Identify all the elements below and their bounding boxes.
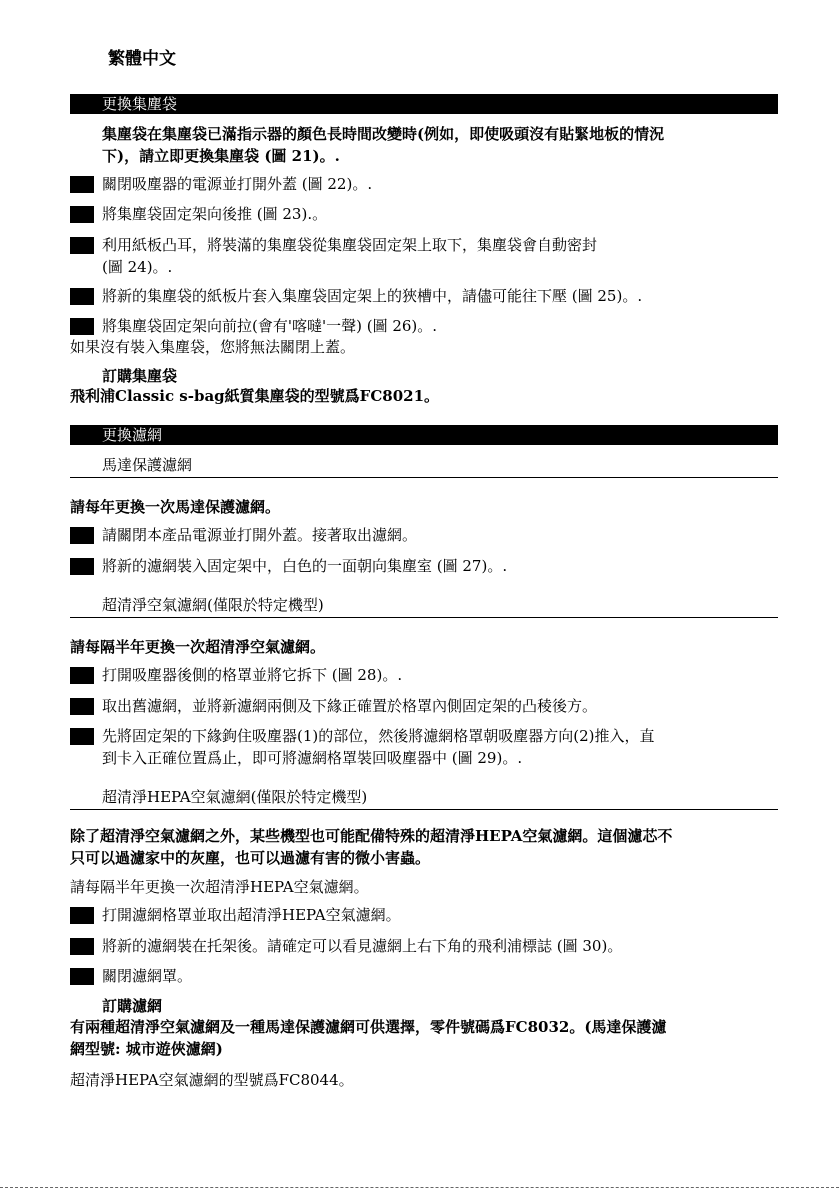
step-text: 請關閉本產品電源並打開外蓋。接著取出濾網。 — [102, 526, 418, 544]
step-text: 到卡入正確位置爲止，即可將濾網格罩裝回吸塵器中 (圖 29)。. — [102, 749, 523, 767]
section-title: 更換濾網 — [102, 426, 163, 444]
step-marker — [70, 728, 94, 745]
hepa-model-text: 超清淨HEPA空氣濾網的型號爲FC8044。 — [70, 1071, 354, 1089]
step-text: 先將固定架的下緣鉤住吸塵器(1)的部位，然後將濾網格罩朝吸塵器方向(2)推入，直 — [102, 727, 655, 745]
divider — [70, 809, 778, 810]
order-title: 訂購集塵袋 — [102, 367, 178, 385]
step-text: 將新的集塵袋的紙板片套入集塵袋固定架上的狹槽中，請儘可能往下壓 (圖 25)。. — [102, 287, 643, 305]
intro-text: 除了超清淨空氣濾網之外，某些機型也可能配備特殊的超清淨HEPA空氣濾網。這個濾芯不 — [70, 827, 673, 845]
subsection-title: 超清淨HEPA空氣濾網(僅限於特定機型) — [102, 788, 368, 806]
step-text: 利用紙板凸耳，將裝滿的集塵袋從集塵袋固定架上取下，集塵袋會自動密封 — [102, 236, 598, 254]
step-text: 將集塵袋固定架向後推 (圖 23).。 — [102, 205, 328, 223]
step-marker — [70, 237, 94, 254]
order-title: 訂購濾網 — [102, 997, 163, 1015]
divider — [70, 477, 778, 478]
step-marker — [70, 206, 94, 223]
order-text: 飛利浦Classic s-bag紙質集塵袋的型號爲FC8021。 — [70, 387, 440, 405]
note-text: 如果沒有裝入集塵袋，您將無法關閉上蓋。 — [70, 338, 356, 356]
step-text: 關閉濾網罩。 — [102, 967, 193, 985]
page-edge-divider — [0, 1187, 839, 1188]
intro-text: 下)，請立即更換集塵袋 (圖 21)。. — [102, 147, 340, 165]
interval-text: 請每隔半年更換一次超清淨HEPA空氣濾網。 — [70, 878, 369, 896]
intro-text: 只可以過濾家中的灰塵，也可以過濾有害的微小害蟲。 — [70, 849, 431, 867]
step-marker — [70, 176, 94, 193]
subsection-title: 超清淨空氣濾網(僅限於特定機型) — [102, 596, 324, 614]
language-label: 繁體中文 — [108, 49, 176, 69]
step-text: 取出舊濾網，並將新濾網兩側及下緣正確置於格罩內側固定架的凸稜後方。 — [102, 697, 598, 715]
step-marker — [70, 318, 94, 335]
subsection-motor-filter — [102, 456, 778, 477]
step-text: 打開濾網格罩並取出超清淨HEPA空氣濾網。 — [102, 906, 401, 924]
order-text: 網型號: 城市遊俠濾網) — [70, 1040, 223, 1058]
step-text: 將新的濾網裝入固定架中，白色的一面朝向集塵室 (圖 27)。. — [102, 557, 508, 575]
intro-text: 請每隔半年更換一次超清淨空氣濾網。 — [70, 638, 326, 656]
step-marker — [70, 938, 94, 955]
step-marker — [70, 288, 94, 305]
section-header-replace-bag — [70, 94, 778, 114]
step-marker — [70, 527, 94, 544]
step-marker — [70, 907, 94, 924]
order-text: 有兩種超清淨空氣濾網及一種馬達保護濾網可供選擇，零件號碼爲FC8032。(馬達保護濾 — [70, 1018, 667, 1036]
section-header-replace-filters — [70, 425, 778, 445]
step-marker — [70, 558, 94, 575]
step-text: (圖 24)。. — [102, 258, 173, 276]
subsection-title: 馬達保護濾網 — [102, 456, 193, 474]
subsection-ultra-clean-filter — [102, 596, 778, 617]
step-text: 打開吸塵器後側的格罩並將它拆下 (圖 28)。. — [102, 666, 403, 684]
step-text: 將新的濾網裝在托架後。請確定可以看見濾網上右下角的飛利浦標誌 (圖 30)。 — [102, 937, 623, 955]
step-marker — [70, 667, 94, 684]
step-marker — [70, 698, 94, 715]
step-marker — [70, 968, 94, 985]
step-text: 關閉吸塵器的電源並打開外蓋 (圖 22)。. — [102, 175, 373, 193]
intro-text: 集塵袋在集塵袋已滿指示器的顏色長時間改變時(例如，即使吸頭沒有貼緊地板的情況 — [102, 125, 665, 143]
subsection-hepa-filter — [102, 788, 778, 809]
section-title: 更換集塵袋 — [102, 95, 178, 113]
divider — [70, 617, 778, 618]
step-text: 將集塵袋固定架向前拉(會有'喀噠'一聲) (圖 26)。. — [102, 317, 438, 335]
intro-text: 請每年更換一次馬達保護濾網。 — [70, 498, 281, 516]
